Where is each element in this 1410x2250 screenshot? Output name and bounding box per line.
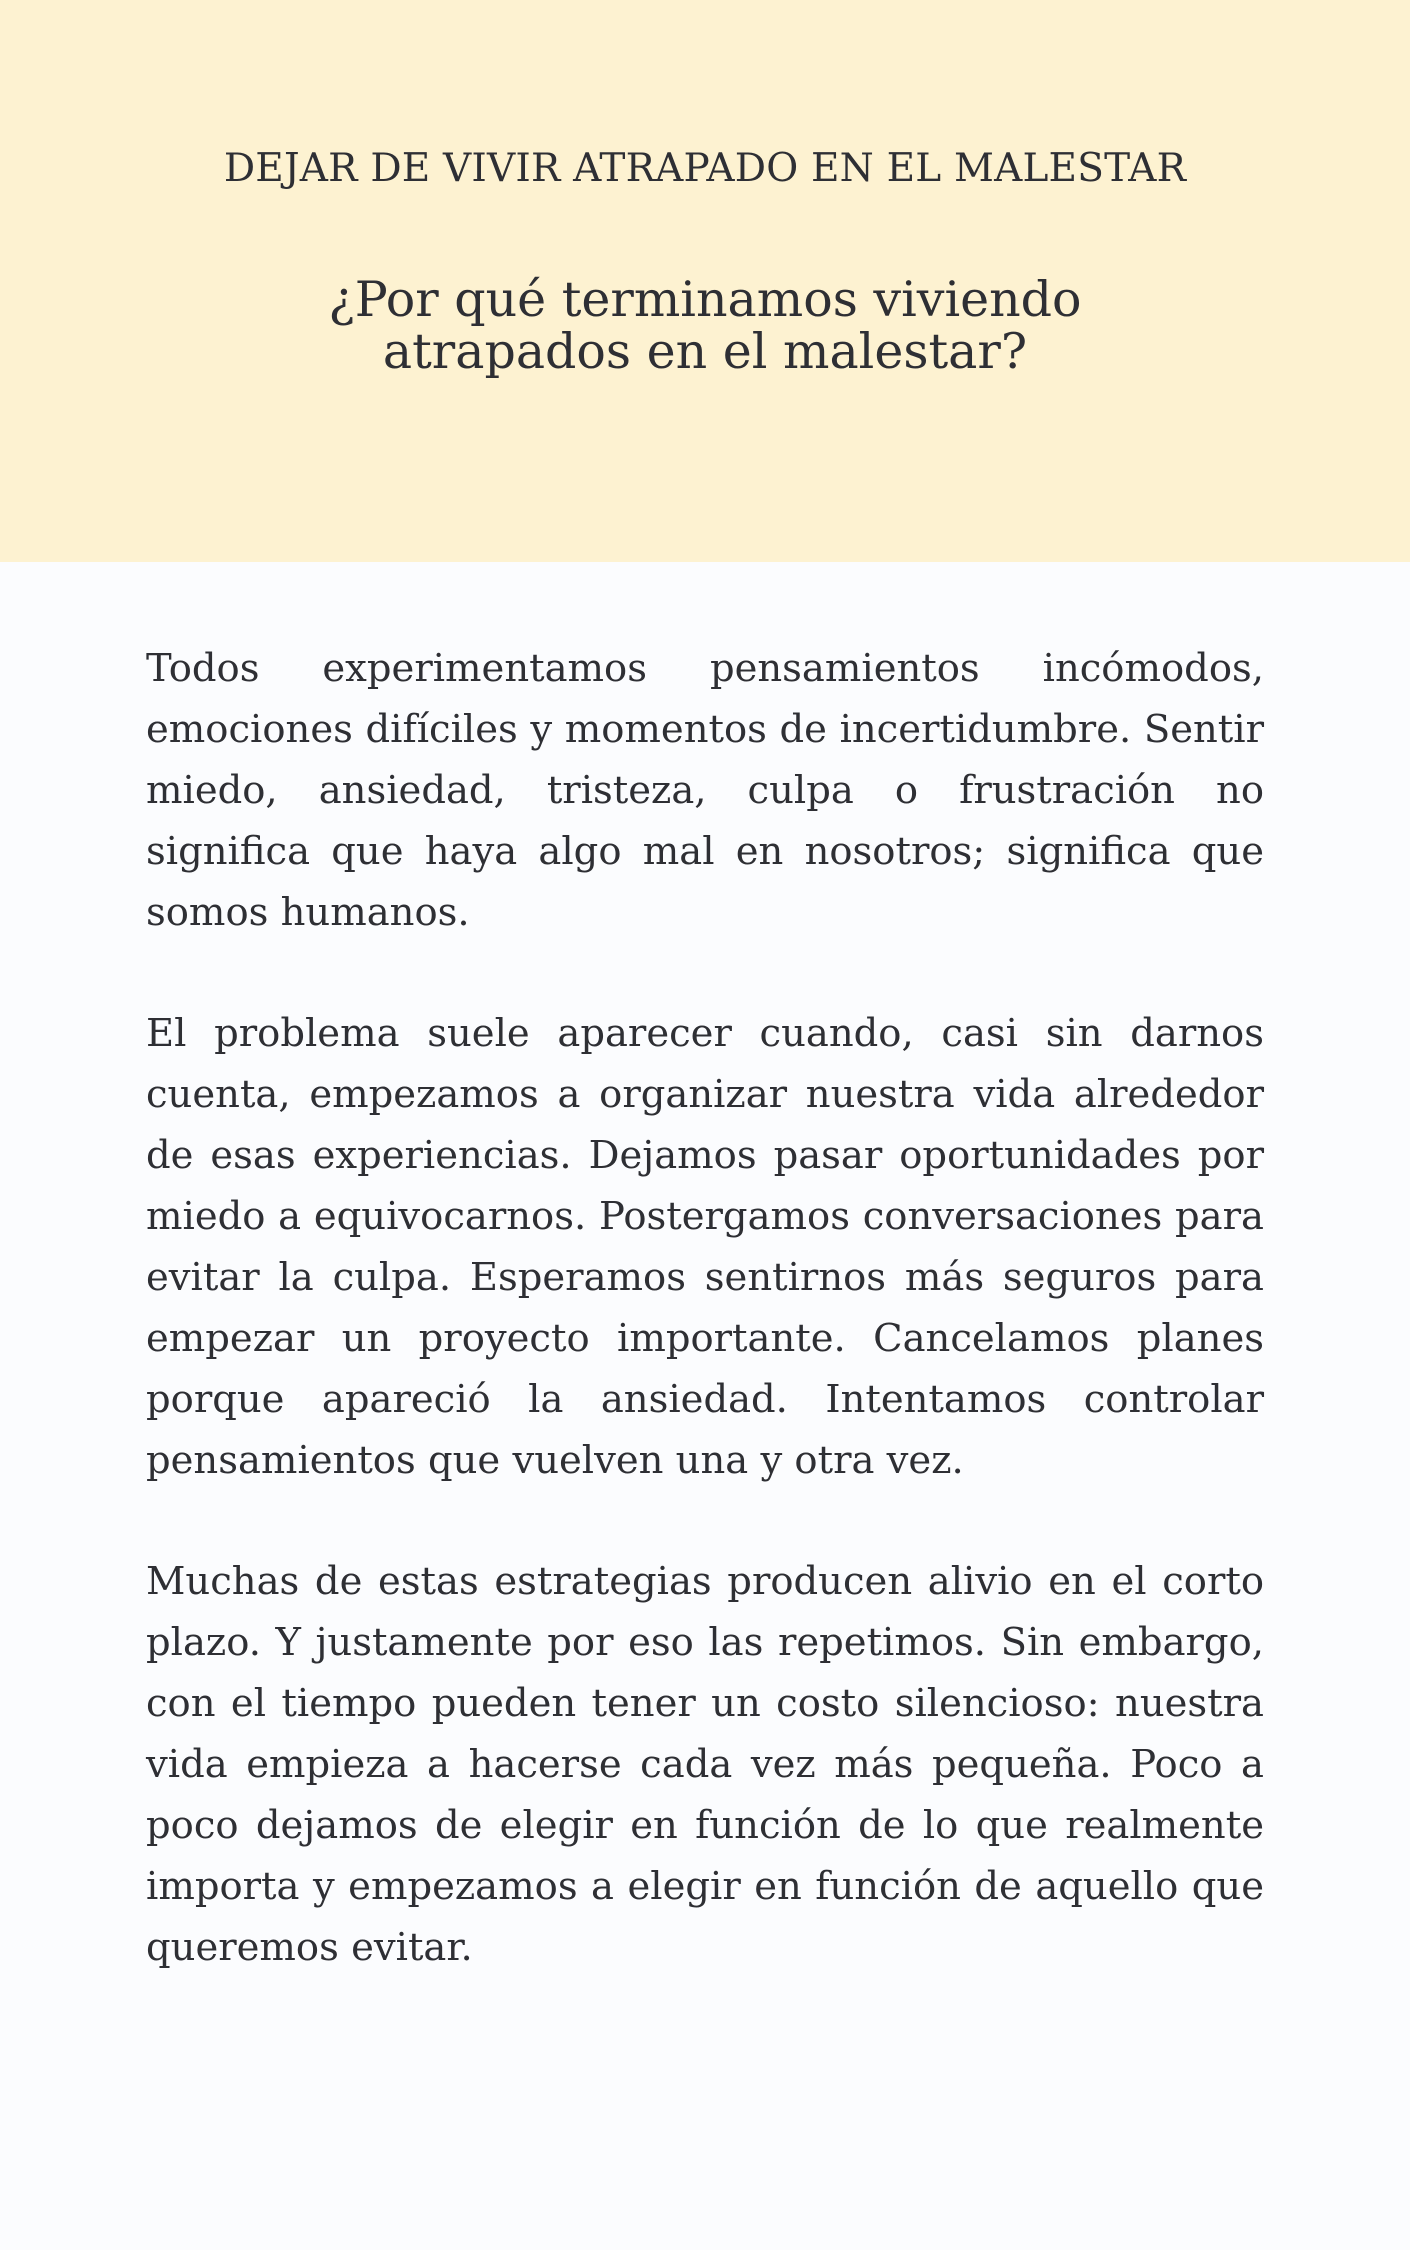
page-title: ¿Por qué terminamos viviendo atrapados en el malestar? [328, 271, 1082, 380]
section-kicker: DEJAR DE VIVIR ATRAPADO EN EL MALESTAR [223, 146, 1187, 191]
body-text [146, 638, 1264, 2038]
header-band [0, 0, 1410, 562]
paragraph-3: Muchas de estas estrategias producen alivio en el corto plazo. Y justamente por eso las repetimos. Sin embargo, con el tiempo pueden tener un costo silencioso: nuestra vida empieza a hacerse cada vez más pequeña. Poco a poco dejamos de elegir en función de lo que realmente importa y empezamos a elegir en función de aquello que queremos evitar. [146, 1559, 1264, 1970]
paragraph-2: El problema suele aparecer cuando, casi sin darnos cuenta, empezamos a organizar nuestra vida alrededor de esas experiencias. Dejamos pasar oportunidades por miedo a equivocarnos. Postergamos conversaciones para evitar la culpa. Esperamos sentirnos más seguros para empezar un proyecto importante. Cancelamos planes porque apareció la ansiedad. Intentamos controlar pensamientos que vuelven una y otra vez. [146, 1011, 1264, 1483]
paragraph-1: Todos experimentamos pensamientos incómodos, emociones difíciles y momentos de incertidumbre. Sentir miedo, ansiedad, tristeza, culpa o frustración no significa que haya algo mal en nosotros; significa que somos humanos. [146, 646, 1264, 935]
